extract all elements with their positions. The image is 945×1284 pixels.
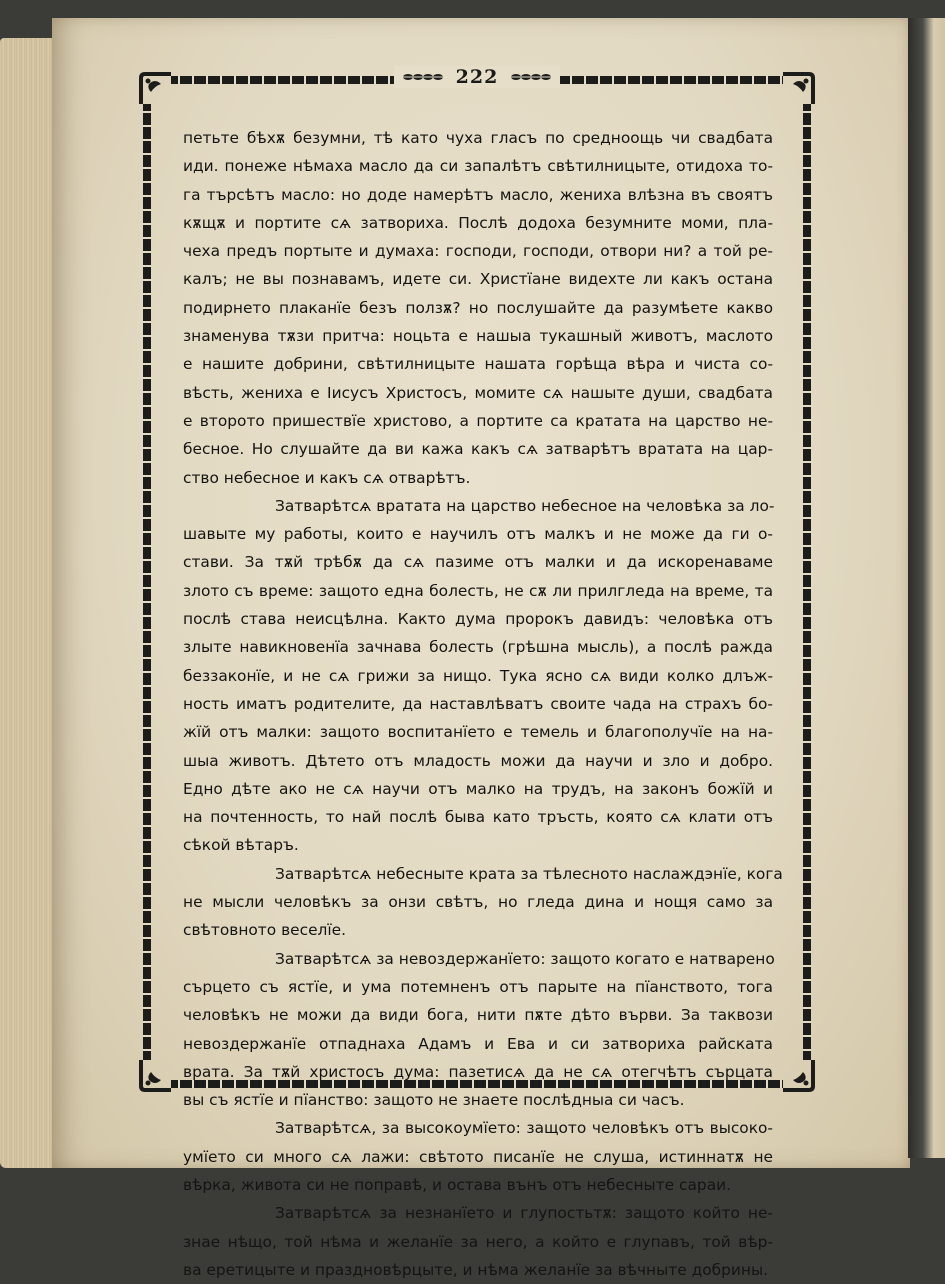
frame-border-left	[143, 104, 151, 1060]
text-line: бесное. Но слушайте да ви кажа какъ сѧ затварѣтъ вратата на цар-	[183, 440, 773, 459]
text-line: умїето си много сѧ лажи: свѣтото писанїе не слуша, истиннатѫ не	[183, 1147, 773, 1166]
text-line: послѣ става неисцѣлна. Както дума пророкъ давидъ: человѣка отъ	[183, 610, 773, 629]
text-line: вы съ ястїе и пїанство: защото не знаете послѣдныа си часъ.	[183, 1091, 685, 1110]
text-line: злыте навикновенїа зачнава болесть (грѣшна мысль), а послѣ ражда	[183, 638, 773, 657]
frame-border-right	[803, 104, 811, 1060]
text-line: Едно дѣте ако не сѧ научи отъ малко на трудъ, на законъ божїй и	[183, 779, 773, 798]
text-line: не мысли человѣкъ за онзи свѣтъ, но гледа дина и нощя само за	[183, 893, 773, 912]
text-line: ность иматъ родителите, да наставлѣватъ своите чада на страхъ бо-	[183, 694, 773, 713]
laurel-ornament-icon	[506, 70, 552, 84]
text-line: Затварѣтсѧ за незнанїето и глупостьтѫ: защото който не-	[275, 1204, 773, 1223]
text-line: Затварѣтсѧ вратата на царство небесное на человѣка за ло-	[275, 496, 775, 515]
page-header	[143, 64, 811, 90]
text-line: калъ; не вы познавамъ, идете си. Христїане видехте ли какъ остана	[183, 270, 773, 289]
text-line: ство небесное и какъ сѧ отварѣтъ.	[183, 468, 471, 487]
text-line: е второто пришествїе христово, а портите са кратата на царство не-	[183, 411, 773, 430]
text-line: стави. За тѫй трѣбѫ да сѧ пазиме отъ малки и да искоренаваме	[183, 553, 773, 572]
text-line: врата. За тѫй христосъ дума: пазетисѧ да не сѧ отегчѣтъ сърцата	[183, 1062, 773, 1081]
text-line: Затварѣтсѧ, за высокоумїето: защото человѣкъ отъ высоко-	[275, 1119, 773, 1138]
text-line: шавыте му работы, които е научилъ отъ малкъ и не може да ги о-	[183, 525, 773, 544]
page-header-group	[394, 66, 561, 88]
text-line: вѣсть, жениха е Iисусъ Христосъ, момите сѧ нашыте души, свадбата	[183, 383, 773, 402]
text-line: кѫщѫ и портите сѧ затвориха. Послѣ додоха безумните моми, пла-	[183, 213, 773, 232]
text-line: беззаконїе, и не сѧ грижи за нищо. Тука ясно сѧ види колко длъж-	[183, 666, 773, 685]
text-line: е нашите добрини, свѣтилницыте нашата горѣща вѣра и чиста со-	[183, 355, 773, 374]
corner-ornament-icon	[781, 1058, 815, 1092]
text-line: га търсѣтъ масло: но доде намерѣтъ масло, жениха влѣзна въ своятъ	[183, 185, 773, 204]
body-text	[183, 124, 783, 1284]
text-line: шыа животъ. Дѣтето отъ младость можи да научи и зло и добро.	[183, 751, 773, 770]
text-line: человѣкъ не можи да види бога, нити пѫте дѣто върви. За таквози	[183, 1006, 773, 1025]
text-line: подирнето плаканїе безъ ползѫ? но послушайте да разумѣете какво	[183, 298, 773, 317]
text-line: злото съ време: защото една болесть, не сѫ ли прилгледа на време, та	[183, 581, 773, 600]
corner-ornament-icon	[139, 1058, 173, 1092]
ornamental-frame	[143, 66, 811, 1279]
text-line: сѣкой вѣтаръ.	[183, 836, 299, 855]
laurel-ornament-icon	[402, 70, 448, 84]
book-gutter	[908, 18, 945, 1158]
text-line: сърцето съ ястїе, и ума потемненъ отъ парыте на пїанството, тога	[183, 977, 773, 996]
text-line: знаменува тѫзи притча: ноцьта е нашыа тукашный животъ, маслото	[183, 327, 773, 346]
text-line: невоздержанїе отпаднаха Адамъ и Ева и си затвориха райската	[183, 1034, 773, 1053]
text-line: петьте бѣхѫ безумни, тѣ като чуха гласъ по средноощь чи свадбата	[183, 129, 773, 147]
text-line: жїй отъ малки: защото воспитанїето е темель и благополучїе на на-	[183, 723, 773, 742]
text-line: вѣрка, живота си не поправѣ, и остава вънъ отъ небесныте сараи.	[183, 1175, 732, 1194]
text-line: иди. понеже нѣмаха масло да си запалѣтъ свѣтилницыте, отидоха то-	[183, 157, 773, 176]
text-line: чеха предъ портыте и думаха: господи, господи, отвори ни? а той ре-	[183, 242, 773, 261]
text-line: Затварѣтсѧ небесныте крата за тѣлесното наслаждэнїе, кога	[275, 864, 783, 883]
page-number: 222	[455, 66, 499, 88]
text-line: свѣтовното веселїе.	[183, 921, 347, 940]
text-line: знае нѣщо, той нѣма и желанїе за него, а който е глупавъ, той вѣр-	[183, 1232, 773, 1251]
text-line: Затварѣтсѧ за невоздержанїето: защото когато е натварено	[275, 949, 775, 968]
text-line: на почтенность, то най послѣ быва като тръсть, която сѧ клати отъ	[183, 808, 773, 827]
text-line: ва еретицыте и празднoвѣрцыте, и нѣма желанїе за вѣчныте добрины.	[183, 1260, 769, 1279]
